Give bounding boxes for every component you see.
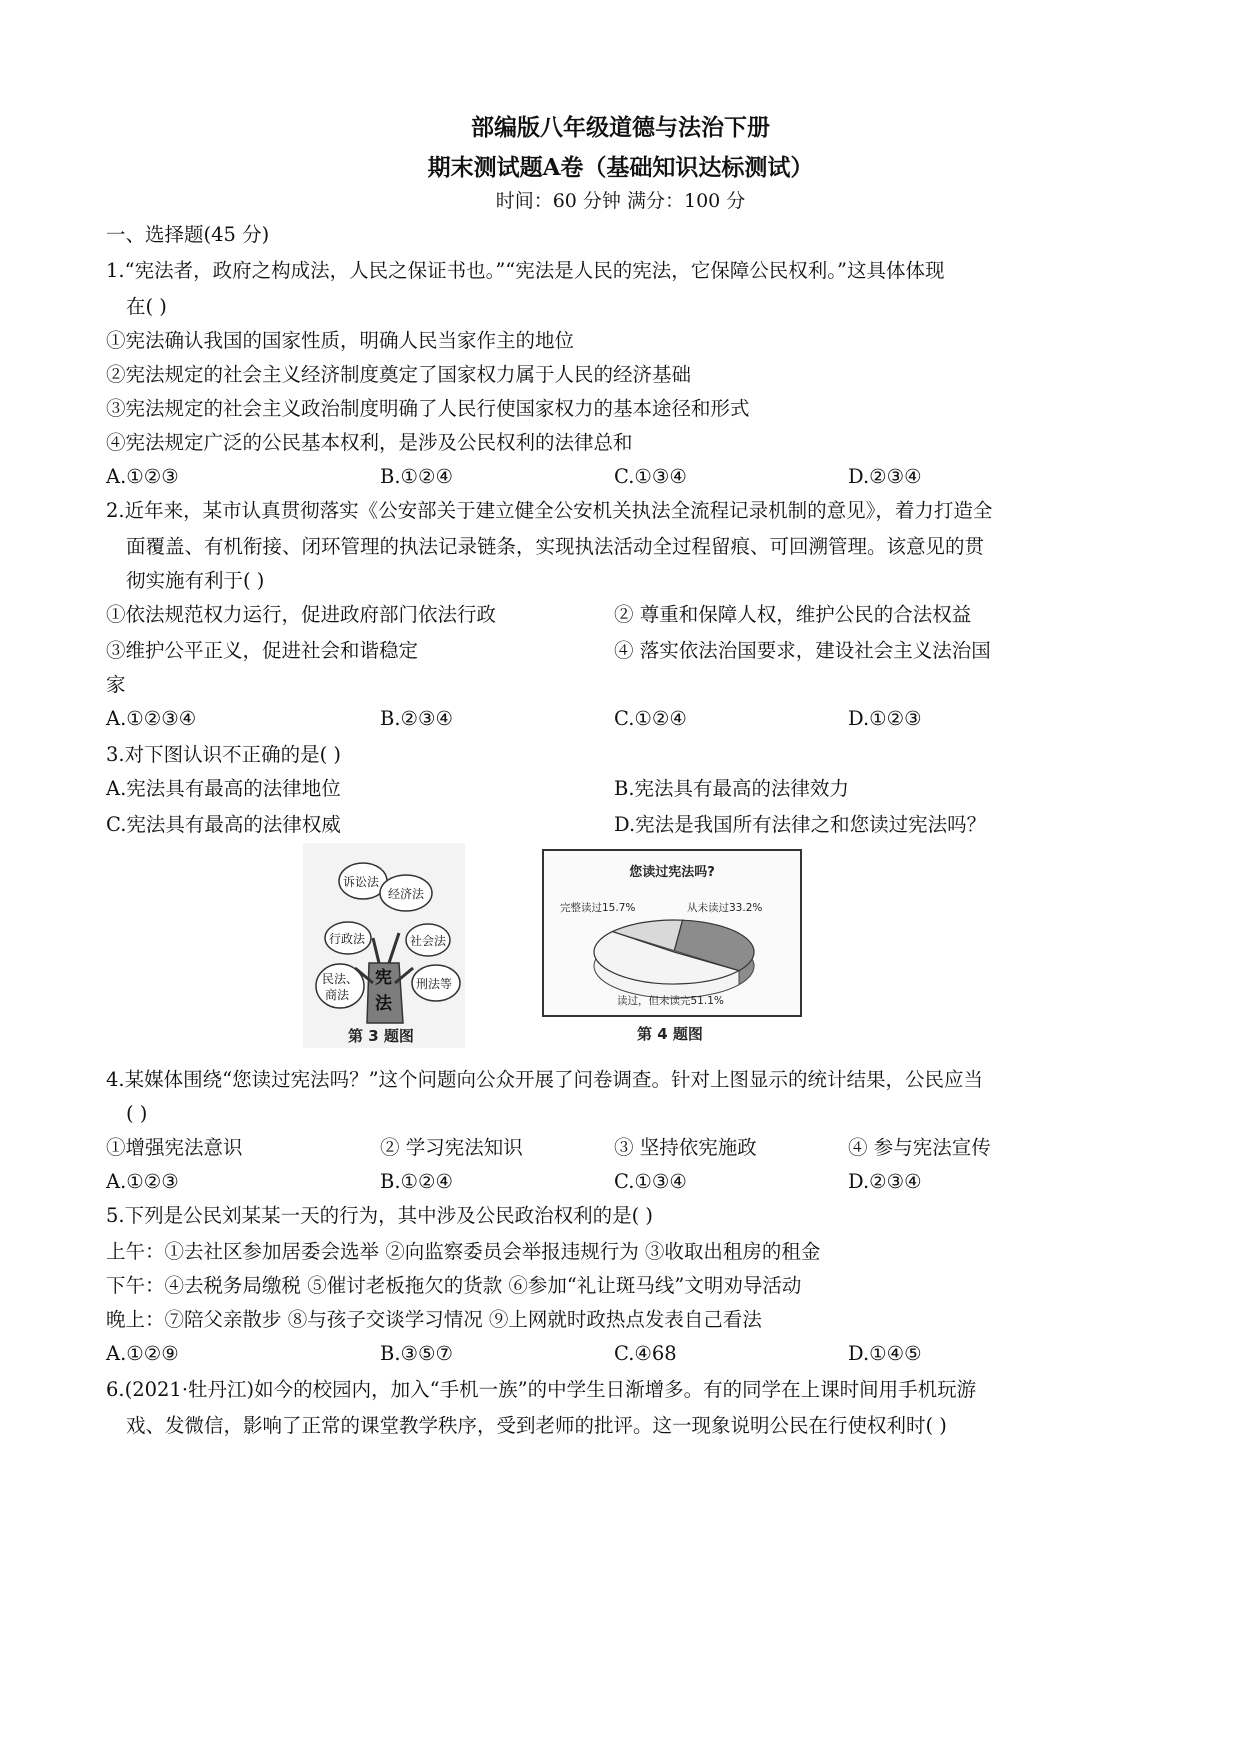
- slice-label-partially-read: 读过，但未读完51.1%: [617, 995, 724, 1007]
- q5-afternoon: 下午：④去税务局缴税 ⑤催讨老板拖欠的货款 ⑥参加“礼让斑马线”文明劝导活动: [106, 1274, 802, 1297]
- q2-stem-cont: 面覆盖、有机衔接、闭环管理的执法记录链条，实现执法活动全过程留痕、可回溯管理。该意见的贯: [126, 535, 985, 558]
- tree-illustration: [303, 843, 465, 1048]
- q2-option-a: A.①②③④: [106, 707, 197, 730]
- q4-option-c: C.①③④: [614, 1170, 687, 1193]
- q2-item-4: ④ 落实依法治国要求，建设社会主义法治国: [614, 639, 991, 662]
- law-label-civil: 民法、: [322, 972, 359, 986]
- exam-meta: 时间：60 分钟 满分：100 分: [495, 190, 746, 212]
- law-label-commercial: 商法: [325, 988, 350, 1002]
- slice-label-never-read: 从未读过33.2%: [687, 902, 763, 914]
- q4-item-2: ② 学习宪法知识: [380, 1136, 523, 1159]
- trunk-char-2: 法: [375, 994, 392, 1014]
- q4-item-1: ①增强宪法意识: [106, 1136, 243, 1159]
- survey-pie-chart: [542, 849, 802, 1047]
- q3-option-a: A.宪法具有最高的法律地位: [106, 777, 341, 800]
- law-label-criminal: 刑法等: [416, 977, 453, 991]
- fig3-caption: 第 3 题图: [348, 1027, 414, 1045]
- q4-stem: 4.某媒体围绕“您读过宪法吗？”这个问题向公众开展了问卷调查。针对上图显示的统计结果，公民应当: [106, 1068, 984, 1091]
- q2-option-d: D.①②③: [848, 707, 922, 730]
- q5-option-d: D.①④⑤: [848, 1342, 922, 1365]
- figure-4-survey-chart: [542, 849, 802, 1047]
- q1-option-d: D.②③④: [848, 465, 922, 488]
- law-label-social: 社会法: [410, 934, 447, 948]
- q2-stem: 2.近年来，某市认真贯彻落实《公安部关于建立健全公安机关执法全流程记录机制的意见》，着力打造全: [106, 499, 993, 522]
- q1-stem: 1.“宪法者，政府之构成法，人民之保证书也。”“宪法是人民的宪法，它保障公民权利。”这具体体现: [106, 259, 945, 282]
- law-label-administrative: 行政法: [329, 932, 366, 946]
- q4-item-4: ④ 参与宪法宣传: [848, 1136, 991, 1159]
- q3-option-d: D.宪法是我国所有法律之和您读过宪法吗？: [614, 813, 987, 836]
- law-label-economic: 经济法: [388, 887, 425, 901]
- chart-title: 您读过宪法吗?: [629, 865, 715, 880]
- q2-stem-cont2: 彻实施有利于( ): [126, 569, 265, 592]
- q5-option-c: C.④68: [614, 1342, 677, 1365]
- pie-slices: [594, 920, 754, 998]
- figure-3-constitution-tree: [303, 843, 465, 1048]
- fig4-caption: 第 4 题图: [637, 1025, 703, 1043]
- q2-option-c: C.①②④: [614, 707, 687, 730]
- trunk-char-1: 宪: [375, 968, 392, 988]
- q1-stem-cont: 在( ): [126, 295, 167, 318]
- q5-evening: 晚上：⑦陪父亲散步 ⑧与孩子交谈学习情况 ⑨上网就时政热点发表自己看法: [106, 1308, 762, 1331]
- q4-option-d: D.②③④: [848, 1170, 922, 1193]
- q4-option-b: B.①②④: [380, 1170, 453, 1193]
- q3-option-c: C.宪法具有最高的法律权威: [106, 813, 341, 836]
- q1-item-3: ③宪法规定的社会主义政治制度明确了人民行使国家权力的基本途径和形式: [106, 397, 750, 420]
- q5-morning: 上午：①去社区参加居委会选举 ②向监察委员会举报违规行为 ③收取出租房的租金: [106, 1240, 821, 1263]
- q4-item-3: ③ 坚持依宪施政: [614, 1136, 757, 1159]
- q4-option-a: A.①②③: [106, 1170, 179, 1193]
- q1-option-a: A.①②③: [106, 465, 179, 488]
- section-heading: 一、选择题(45 分): [106, 223, 270, 246]
- q2-item-1: ①依法规范权力运行，促进政府部门依法行政: [106, 603, 497, 626]
- q3-option-b: B.宪法具有最高的法律效力: [614, 777, 850, 800]
- exam-title: 部编版八年级道德与法治下册: [471, 114, 770, 141]
- q6-stem: 6.(2021·牡丹江)如今的校园内，加入“手机一族”的中学生日渐增多。有的同学在上课时间用手机玩游: [106, 1378, 977, 1401]
- q1-item-1: ①宪法确认我国的国家性质，明确人民当家作主的地位: [106, 329, 575, 352]
- q3-stem: 3.对下图认识不正确的是( ): [106, 743, 342, 766]
- q1-option-c: C.①③④: [614, 465, 687, 488]
- q6-stem-cont: 戏、发微信，影响了正常的课堂教学秩序，受到老师的批评。这一现象说明公民在行使权利时( ): [126, 1414, 947, 1437]
- q1-option-b: B.①②④: [380, 465, 453, 488]
- q4-stem-cont: ( ): [126, 1102, 148, 1125]
- q5-stem: 5.下列是公民刘某某一天的行为，其中涉及公民政治权利的是( ): [106, 1204, 654, 1227]
- q5-option-b: B.③⑤⑦: [380, 1342, 453, 1365]
- q1-item-2: ②宪法规定的社会主义经济制度奠定了国家权力属于人民的经济基础: [106, 363, 692, 386]
- q2-item-4-cont: 家: [106, 673, 126, 696]
- q2-option-b: B.②③④: [380, 707, 453, 730]
- law-label-litigation: 诉讼法: [343, 875, 380, 889]
- q1-item-4: ④宪法规定广泛的公民基本权利，是涉及公民权利的法律总和: [106, 431, 633, 454]
- q2-item-2: ② 尊重和保障人权，维护公民的合法权益: [614, 603, 972, 626]
- q2-item-3: ③维护公平正义，促进社会和谐稳定: [106, 639, 419, 662]
- q5-option-a: A.①②⑨: [106, 1342, 179, 1365]
- exam-subtitle: 期末测试题A卷（基础知识达标测试）: [427, 154, 814, 181]
- slice-label-read-completely: 完整读过15.7%: [560, 902, 636, 914]
